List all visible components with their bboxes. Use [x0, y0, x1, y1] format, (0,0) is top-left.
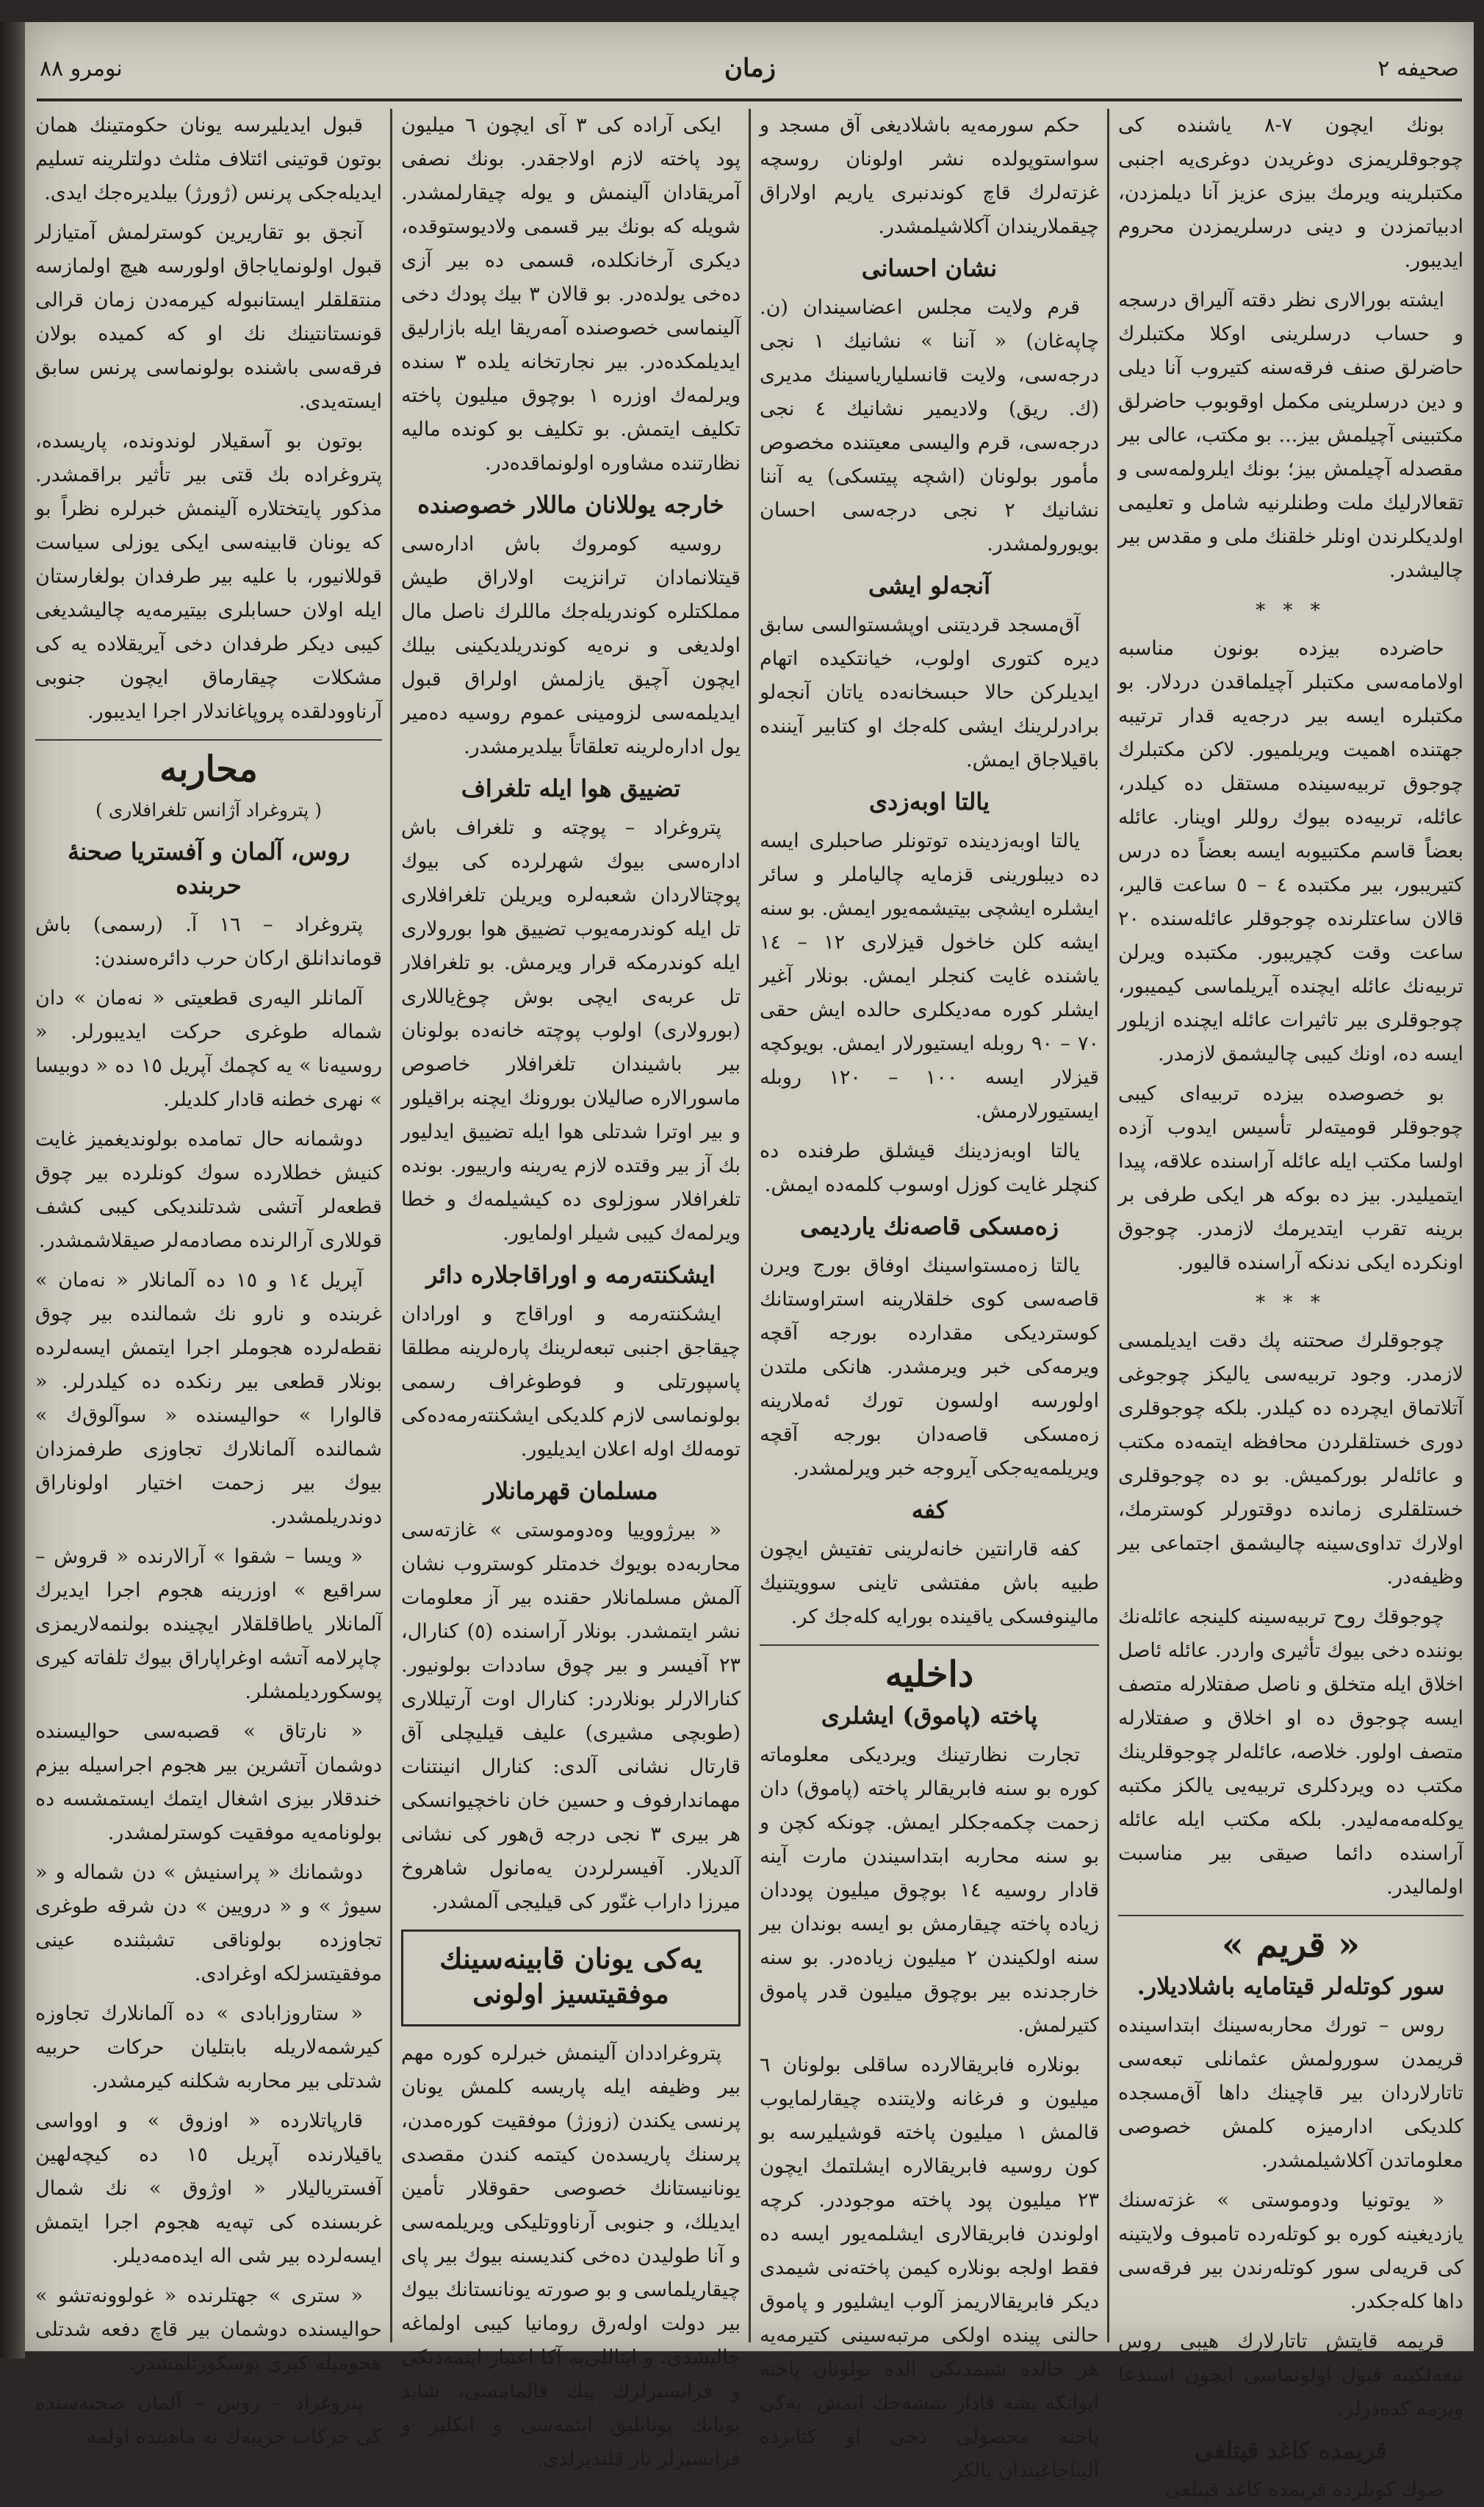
- paragraph: حاضرده بیزده بونون مناسبه اولامامه‌سی مکتبلر آچیلماقدن دردلار. بو مکتبلره ایسه بیر درجه‌یه قدار ترتیبه جهتنده اهمیت ویریلمیور. لاکن مکتبلرك چوجوق تربیه‌سینده مستقل ده کیلدر، عائله، تربیه‌ده بیوك روللر اوینار. عائله بعضاً قاسم مکتبیوبه ایسه بعضاً ده درس کتیریبور، بیر مکتبده ٤ – ٥ ساعت قالیر، قالان ساعتلرنده چوجوقلر عائله‌سنده ۲۰ ساعت وقت کچیریبور. مکتبده ویرلن تربیه‌نك عائله ایچنده آیریلماسی کیمیبور، چوجوقلری بیر تاثیرات عائله ایچنده ازیلور ایسه ده، اونك کیبی چالیشمق لازمدر.: [1118, 637, 1463, 1065]
- boxed-article-title: یه‌کی یونان قابینه‌سینك: [439, 1942, 702, 1975]
- column-4: [35, 109, 382, 2448]
- paragraph: بونلاره فابریقالارده ساقلی بولونان ٦ میلیون و فرغانه ولایتنده چیقارلمایوب قالمش ۱ میلیون پاخته قوشیلیرسه بو کون روسیه فابریقالاره ایشلتمك ایچون ۲۳ میلیون پود پاخته موجوددر. کرچه اولوندن فابریقالاری ایشلمه‌یور ایسه ده فقط اولجه بونلاره کیمن پاخته‌نی شیمدی دیکر فابریقالاریمز آلوب ایشلیور و پاموق حالنی پینده اولکی مرتبه‌سینی کتیرمه‌یه هر حالده شیمدیکی الده بولونان پاخته ایوانكه یشه قادار یتیشه‌جك ایمش. یه‌کی پاخته محصولی دخی او کتابرده آلیناجاغیندان یالکز: [760, 2054, 1099, 2482]
- paragraph: ایشکنته‌رمه و اوراقاج و اورادان چیقاجق اجنبی تبعه‌لرینك پاره‌لرینه مطلقا پاسپورتلی و فوطوغراف رسمی بولونماسی لازم کلدیکی ایشکنته‌رمه‌ده‌کی تومه‌لك اوله اعلان ایدیلیور.: [401, 1303, 741, 1461]
- article-heading: آنجه‌لو ایشی: [868, 572, 991, 600]
- paragraph: « ویسا – شقوا » آرالارنده « قروش – سراقیع » اوزرینه هجوم اجرا ایدیرك آلمانلار یاطاقلقلار ایچینده بولنمه‌لاریمزی چاپرلامه آتشه اوغراپاراق بیوك تلفاته کیری پوسکوردیلمشلر.: [35, 1545, 382, 1703]
- page-number-label: صحیفه ۲: [1377, 55, 1459, 82]
- telegraph-note: ( پتروغراد آژانس تلغرافلاری ): [96, 799, 322, 821]
- article-heading: قریمده کاغد قیتلغی: [1194, 2436, 1388, 2464]
- paragraph: آنجق بو تقاریرین کوسترلمش آمتیازلر قبول اولونمایاجاق اولورسه هیچ اولمازسه منتقلقلر ایستانبوله کیرمه‌دن زمان قرالی قونستانتینك نك او که کمیده بولان فرقه‌سی باشنده بولونماسی پرنس سابق ایسته‌یدی.: [35, 221, 382, 413]
- section-separator: * * *: [1256, 600, 1326, 622]
- article-heading: مسلمان قهرمانلار: [483, 1477, 658, 1505]
- page-header: [40, 44, 1459, 93]
- paragraph: چوجوقلرك صحتنه پك دقت ایدیلمسی لازمدر. وجود تربیه‌سی یالیکز چوجوغی آتلاتماق ایچرده ده کیلدر. بلکه چوجوقلری دوری خستلقلردن محافظه ایتمه‌ده مکتب و عائله‌لر بوركمیش. بو ده چوجوقلری خستلقلری زمانده دوقتورلر کوسترمك، اولارك تداوی‌سینه چالیشمق اجتماعی بیر وظیفه‌در.: [1118, 1329, 1463, 1589]
- paragraph: بو خصوصده بیزده تربیه‌ای‌ کیبی چوجوقلر قومیته‌لر تأسیس ایدوب آزده اولسا مکتب ایله عائله آراسنده علاقه، پیدا ایتمیلیدر. بیز ده بوکه هر ایکی طرفی بر برینه تقرب ایتدیرمك لازمدر. چوجوق اونکرده ایکی ندنکه آراسنده قالیور.: [1118, 1082, 1463, 1274]
- paragraph: آلمانلر الیه‌ری قطعیتی « نه‌مان » دان شماله طوغری حرکت ایدیبورلر. « روسیه‌نا » یه کچمك آپریل ۱٥ ده « دوبیسا » نهری خطنه قادار کلدیلر.: [35, 987, 382, 1111]
- column-3: [401, 109, 741, 2470]
- divider: [1118, 1915, 1463, 1916]
- paragraph: پتروغراد – ۱٦ آ. (رسمی) باش قوماندانلق ارکان حرب دائره‌سندن:: [35, 913, 382, 970]
- paragraph: « نارتاق » قصبه‌سی حوالیسنده دوشمان آتشرین بیر هجوم اجراسیله بیزم خندقلار بیزی اشغال ایتمك ایستمشسه ده بولونامه‌یه موفقیت کوسترلمشدر.: [35, 1720, 382, 1844]
- paragraph: یالتا اوبه‌زدینده توتونلر صاحبلری ایسه ده دیبلورینی قزمایه چالیاملر و سائر ایشلره ایشچی بیتیشمه‌یور ایمش. بو سنه ایشه کلن خاخول قیزلاری ۱۲ – ۱٤ یاشنده غایت کنجلر ایمش. بونلار آغیر ایشلر کوره مه‌دیکلری حالده ایش حقی ۷۰ – ۹۰ روبله ایستیورلار ایمش. بویوکچه قیزلار ایسه ۱۰۰ – ۱۲۰ روبله ایستیورلارمش.: [760, 830, 1100, 1123]
- newspaper-page: [25, 22, 1474, 2501]
- article-heading: نشان احسانی: [861, 254, 998, 282]
- header-rule: [37, 98, 1462, 101]
- boxed-article: [401, 1929, 741, 2026]
- paragraph: ایشته بورالاری نظر دقته آلیراق درسجه و حساب درسلرینی اوکلا مکتبلرك حاضرلق صنف فرقه‌سنه کتیروب آنا دیلی و دین درسلرینی مکمل اوقوبوب حاضرلق مکتبینی آچیلمش بیز... بو مکتب، عالی بیر مقصدله آچیلمش بیز؛ بونك ایلرولمه‌سی و تقعالارلیك ملت وطنلرنیه شامل و تعلیمی اولدیکلرندن اونلر خلقنك ملی و مقدس بیر چالیشدر.: [1118, 289, 1463, 582]
- paragraph: بوتون بو آسقیلار لوندونده، پاریسده، پتروغراده بك قتی بیر تأثیر براقمشدر. مذکور پایتختلاره آلینمش خبرلره نظراً بو که یونان قابینه‌سی ایکی یوزلی سیاست قوللانیور، با علیه بیر طرفدان بولغارستان ایله اولان حسابلری بیتیرمه‌یه چالیشدیغی کیبی دیکر طرفدان دخی آیریقلاده یه کی مشکلات چیقارماق ایچون جنوبی آرناوودلقده پروپاغاندلار اجرا ایدیبور.: [35, 430, 382, 723]
- paragraph: « بیرژووییا وه‌دوموستی » غازته‌سی محاربه‌ده بویوك خدمتلر کوستروب نشان آلمش مسلمانلار حقنده بیر آز معلومات نشر ایتمشدر. بونلار آراسنده (٥) کنارال، ۲۳ آفیسر و بیر چوق ساددات بولونیور. کنارالارلر بونلاردر: کنارال اوت آرتیللاری (طوبچی مشیری) علیف قیلیچلی آق قارتال نشانی آلدی: کنارال انینتنات مهماندارفوف و حسین خان ناخچیوانسکی هر بیری ۳ نجی درجه ق‌هور کی نشانی آلدیلار. آفیسرلردن یه‌مانول شاهروخ میرزا داراب غنّور کی قیلیجی آلمشدر.: [401, 1519, 741, 1913]
- paragraph: « یوتونیا ودوموستی » غزته‌سنك یازدیغینه کوره بو کوتله‌رده تامبوف ولایتینه کی قریه‌لی سور کوتله‌رندن بیر فرقه‌سی داها کله‌جکدر.: [1118, 2189, 1463, 2313]
- paragraph: کفه قارانتین خانه‌لرینی تفتیش ایچون طبیه باش مفتشی تاینی سوویتنیك مالینوفسکی یاقینده بورایه کله‌جك کر.: [760, 1538, 1099, 1628]
- column-rule: [749, 109, 751, 2342]
- paragraph: قارپاتلارده « اوزوق » و اوواسی یاقیلارنده آپریل ۱٥ ده کیچه‌لهین آفستریالیلار « اوژوق » نك شمال غربسنده کی تپه‌یه هجوم اجرا ایتمش ایسه‌لرده بیر شی اله ایده‌مه‌دیلر.: [35, 2109, 382, 2267]
- boxed-article-subtitle: موفقیتسیز اولونی: [472, 1979, 669, 2010]
- section-separator: * * *: [1256, 1292, 1326, 1314]
- paragraph: تجارت نظارتینك ویردیکی معلوماته کوره بو سنه فابریقالر پاخته (پاموق) دان زحمت چکمه‌جکلر ایمش. چونکه کچن و بو سنه محاربه ابتداسیندن مارت آینه قادار روسیه ۱٤ بوچوق میلیون پوددان زیاده پاخته چیقارمش بو ایسه بوندان بیر سنه اولکیندن ۲ میلیون زیاده‌در. بو سنه خارجدنده بیر بوچوق میلیون قدر پاموق کتیرلمش.: [760, 1744, 1100, 2037]
- paragraph: قریمه قایتش تاتارلارك هیبی روس تبعه‌لکینه قبول اولونماسی ایچون استدعا ویرمه کده‌درلر.: [1118, 2330, 1463, 2420]
- column-2: [760, 109, 1100, 2482]
- paragraph: « ستاروزابادی » ده آلمانلارك تجاوزه کیرشمه‌لاریله بابتلیان حرکات حربیه شدتلی بیر محاربه شکلنه کیرمشدر.: [35, 2002, 382, 2093]
- paragraph: قرم ولایت مجلس اعضاسیندان (ن. چاپه‌غان) « آننا » نشانیك ۱ نجی درجه‌سی، ولایت قانسلیاریاسینك مدیری (ك. ریق) ولادیمیر نشانیك ٤ نجی درجه‌سی، قرم والیسی معیتنده مخصوص مأمور بولونان (اشچه پیتسکی) یه آننا نشانیك ۲ نجی درجه‌سی احسان بویورولمشدر.: [760, 296, 1100, 555]
- divider: [760, 1644, 1099, 1646]
- paragraph: پتروغراددان آلینمش خبرلره کوره مهم بیر وظیفه ایله پاریسه کلمش یونان پرنسی یکندن (زوزژ) موفقیت کوره‌مدن، پرسنك پاریسده‌ن کیتمه کندن مقصدی یونانیستانك خصوصی حقوقلار تأمین ایدیلك، و جنوبی آرناووتلیکی ویریلمه‌سی و آنا طولیدن ده‌خی کندیسنه بیوك بیر پای چیقاریلماسی و بو صورته یونانستانك بیوك بیر دولت اوله‌رق رومانیا کیبی اولماغه چالیشدی، و ایتاللی‌یه آکا اعتبار ایتمه‌دیکی و فرانسیزلرك پیك قالمامسی، شاید یونانك یونانلیق ایتمه‌سی و انکلیز و فرانسیزلر تار قلندیرلدی.: [401, 2042, 741, 2470]
- article-heading: خارجه یوللانان ماللار خصوصنده: [417, 491, 724, 519]
- article-heading: تضییق هوا ایله تلغراف: [461, 774, 681, 802]
- paragraph: روس – تورك محاربه‌سینك ابتداسینده قریمدن سورولمش عثمانلی تبعه‌سی تاتارلاردان بیر قاچینك داها آق‌مسجده کلدیکی ادارمیزه کلمش خصوصی معلوماتدن آکلاشیلمشدر.: [1118, 2014, 1463, 2172]
- article-heading: ایشکنته‌رمه و اوراقاجلاره دائر: [426, 1261, 716, 1289]
- section-title-war: محاربه: [159, 749, 258, 790]
- masthead-ornament: زمان: [724, 54, 776, 83]
- subsection-title: سور کوتله‌لر قیتامایه باشلادیلار.: [1137, 1972, 1445, 2000]
- paragraph: آق‌مسجد قردیتنی اوپشستوالسی سابق دیره کتوری اولوب، خیانتکیده اتهام ایدیلرکن حالا حبسخانه‌ده یاتان آنجه‌لو برادرلرینك ایشی کله‌جك او کتابیر آیننده باقیلاجاق ایمش.: [760, 614, 1099, 771]
- article-heading: روس، آلمان و آفستریا صحنهٔ حربنده: [67, 838, 350, 899]
- paragraph: پتروغراد – روس – آلمان صحنه‌سنده کی حرکات حربیه‌ك نه ماهیتده اولمه: [35, 2392, 382, 2448]
- article-heading: زه‌مسکی قاصه‌نك یاردیمی: [799, 1212, 1059, 1240]
- section-title-crimea: « قریم »: [1221, 1924, 1361, 1965]
- issue-number-label: نومرو ۸۸: [40, 55, 123, 82]
- column-rule: [390, 109, 392, 2342]
- column-1: [1118, 109, 1463, 2501]
- section-title-domestic: داخلیه: [885, 1654, 974, 1695]
- divider: [35, 739, 382, 741]
- paragraph: بونك ایچون ۷-۸ یاشنده کی چوجوقلریمزی دوغریدن دوغری‌یه اجنبی مکتبلرینه ویرمك بیزی عزیز آنا دیلمزدن، ادبیاتمزدن و دینی درسلریمزدن محروم ایدیبور.: [1118, 114, 1463, 272]
- book-binding-edge: [0, 22, 25, 2359]
- paragraph: ایکی آراده کی ۳ آی ایچون ٦ میلیون پود پاخته لازم اولاجقدر. بونك نصفی آمریقادان آلینمش و یوله چیقارلمشدر. شویله که بونك بیر قسمی ولادیوستوقده، دیکری آرخانکلده، قسمی ده بیر آزی ده‌خی یولده‌در. بو قالان ۳ بیك پودك دخی آلینماسی خصوصنده آمه‌ریقا ایله بازارلیق ایدیلمکده‌در. بیر نجارتخانه یلده ۳ سنده ویرلمه‌ك اوزره ۱ بوچوق میلیون پاخته تکلیف ایتمش. بو تکلیف بو کونده مالیه نظارتنده مشاوره اولونماقده‌در.: [401, 114, 741, 475]
- article-heading: یالتا اوبه‌زدی: [868, 788, 990, 816]
- paragraph: قبول ایدیلیرسه یونان حکومتینك همان بوتون قوتینی ائتلاف مثلث دولتلرینه تسلیم ایدیله‌جکی پرنس (ژورژ) بیلدیره‌جك ایدی.: [35, 114, 382, 204]
- paragraph: حکم سورمه‌یه باشلادیغی آق مسجد و سواستوپولده نشر اولونان روسچه غزته‌لرك قاچ کوندنبری یاریم اولاراق چیقملاریندان آکلاشیلمشدر.: [760, 114, 1099, 238]
- paragraph: دوشمانك « پراسنیش » دن شماله و « سیوژ » و « درویین » دن شرقه طوغری تجاوزده بولوناقی تشبثنده عینی موفقیتسزلکه اوغرادی.: [35, 1861, 382, 1985]
- paragraph: صوك کونلرده قریمده کاغد قیتلغی: [1164, 2478, 1444, 2501]
- paragraph: « ستری » جهتلرنده « غولوونه‌تشو » حوالیسنده دوشمان بیر قاچ دفعه شدتلی هجومیله کیری پوسکورتلمشدر.: [35, 2284, 382, 2375]
- paragraph: روسیه کومروك باش اداره‌سی قیتلانمادان ترانزیت اولاراق طیش مملکتلره کوندریله‌جك ماللرك ناصل مال اولدیغی و نره‌یه کوندریلدیکینی بیلك ایچون آچیق یازلمش اولراق قبول ایدیلمه‌سی لزومینی عموم روسیه ده‌میر یول اداره‌لرینه تعلقاتاً بیلدیرمشدر.: [401, 533, 741, 758]
- paragraph: پتروغراد – پوچته و تلغراف باش اداره‌سی بیوك شهرلرده کی بیوك پوچتالاردان شعبه‌لره ویریلن تلغرافلاری تل ایله کوندرمه‌یوب تضییق هوا بورولاری ایله کوندرمکه قرار ویرمش. بو تلغرافلار تل عربه‌ی ایچی بوش چوغ‌یاللاری (بورولاری) اولوب پوچته خانه‌ده بولونان بیر باشیندان تلغرافلار خاصوص ماسورالاره صالیلان بورونك ایچنه براقیلور و بیر اوترا شدتلی هوا ایله تضییق ایدلیور بك آز بیر وقتده لازم یه‌رینه وارییور. بونده تلغرافلار سوزلوی ده کیشیلمه‌ك و خطا ویرلمه‌ك کیبی شیلر اولمایور.: [401, 816, 741, 1245]
- article-heading: پاخته (پاموق) ایشلری: [821, 1702, 1038, 1730]
- article-heading: کفه: [911, 1496, 948, 1524]
- paragraph: یالتا زه‌مستواسینك اوفاق بورج ویرن قاصه‌سی کوی خلقلارینه استراوستانك کوستردیکی مقدارده بورجه آقچه ویرمه‌کی خبر ویرمشدر. هانکی ملتدن اولورسه اولسون تورك ئه‌ملارینه زه‌مسکی قاصه‌دان بورجه آقچه ویریلمه‌یه‌جکی آیروجه خبر ویرلمشدر.: [760, 1254, 1099, 1480]
- column-rule: [1107, 109, 1109, 2342]
- paragraph: آپریل ۱٤ و ۱٥ ده آلمانلار « نه‌مان » غربنده و نارو نك شمالنده بیر چوق نقطه‌لرده هجوملر اجرا ایتمش ایسه‌لرده بونلار قطعی بیر رنکده ده کیلدرلر. « قالوارا » حوالیسنده « سوآلوق‌ك » شمالنده آلمانلارك تجاوزی طرفمزدان بیوك بیر زحمت اختیار اولوناراق دوندریلمشدر.: [35, 1269, 382, 1528]
- paragraph: دوشمانه حال تمامده بولوندیغمیز غایت کنیش خطلارده سوك کونلرده بیر چوق قطعه‌لر آتشی شدتلندیکی کیبی کشف قوللاری آرالرنده مصادمه‌لر صیقلاشمشدر.: [35, 1128, 382, 1252]
- paragraph: چوجوقك روح تربیه‌سینه کلینجه عائله‌نك بوننده دخی بیوك تأثیری واردر. عائله ئاصل اخلاق ایله متخلق و ناصل صفتلارله متصف ایسه چوجوق ده او اخلاق و صفتلارله متصف اولور. خلاصه، عائله‌لر چوجوقلرینك مکتب ده ویردکلری تربیه‌یی یالکز مکتبه یوکله‌مه‌مه‌لیدر. بلکه مکتب ایله عائله آراسنده دائما صیقی بیر مناسبت اولمالیدر.: [1118, 1605, 1463, 1899]
- paragraph: یالتا اوبه‌زدینك قیشلق طرفنده ده کنچلر غایت کوزل اوسوب کلمه‌ده ایمش.: [760, 1140, 1099, 1196]
